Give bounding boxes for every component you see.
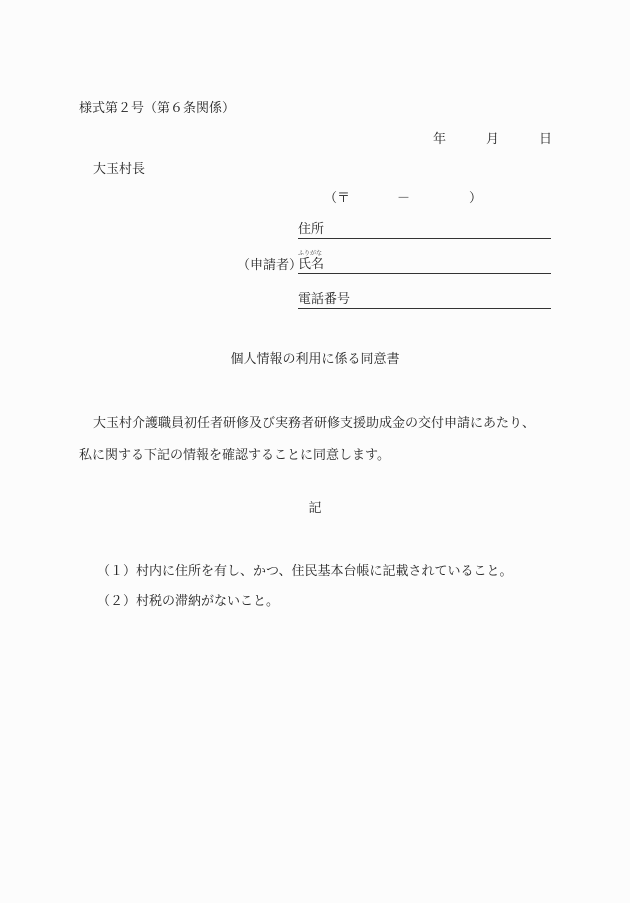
date-year-label: 年 <box>433 132 447 147</box>
recipient: 大玉村長 <box>93 162 146 177</box>
name-furigana: ふりがな <box>298 250 323 257</box>
address-field[interactable] <box>298 221 551 239</box>
date-month-label: 月 <box>486 132 500 147</box>
address-label: 住所 <box>298 222 325 237</box>
phone-label: 電話番号 <box>298 292 351 307</box>
date-day-label: 日 <box>539 132 553 147</box>
applicant-label: （申請者） <box>237 258 303 273</box>
document-title: 個人情報の利用に係る同意書 <box>230 352 400 367</box>
postal-close: ） <box>469 191 483 206</box>
form-number: 様式第２号（第６条関係） <box>79 101 236 116</box>
name-field[interactable] <box>298 250 551 274</box>
consent-paragraph <box>79 408 559 472</box>
list-item: （２）村税の滞納がないこと。 <box>97 594 280 609</box>
consent-line-1: 大玉村介護職員初任者研修及び実務者研修支援助成金の交付申請にあたり、 <box>93 416 536 431</box>
consent-line-2: 私に関する下記の情報を確認することに同意します。 <box>79 448 390 463</box>
postal-code-row <box>0 192 630 208</box>
ki-heading: 記 <box>308 501 322 516</box>
postal-mark: （〒 <box>324 191 351 206</box>
postal-dash: － <box>397 191 411 206</box>
list-item: （１）村内に住所を有し、かつ、住民基本台帳に記載されていること。 <box>97 564 513 579</box>
name-label: 氏名 <box>298 257 325 272</box>
phone-field[interactable] <box>298 291 551 309</box>
date-line <box>0 133 630 149</box>
